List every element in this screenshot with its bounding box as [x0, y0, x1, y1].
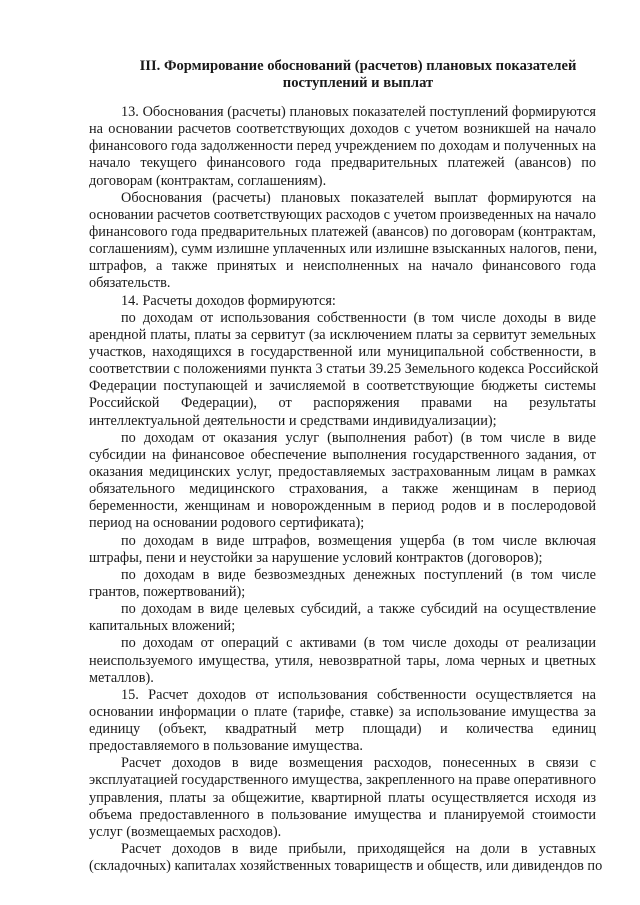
paragraph-line: по доходам в виде штрафов, возмещения ущерба (в том числе включая [121, 532, 596, 549]
paragraph-line: 13. Обоснования (расчеты) плановых показателей поступлений формируются [121, 104, 596, 120]
paragraph [89, 190, 596, 293]
paragraph-line: финансового года предварительных платежей (авансов) по договорам (контрактам, [89, 223, 596, 240]
paragraph-line: Обоснования (расчеты) плановых показателей выплат формируются на [121, 189, 596, 206]
section-heading [118, 58, 598, 92]
paragraph-line: начало текущего финансового года предварительных платежей (авансов) по [89, 155, 596, 172]
paragraph-line: соответствии с положениями пункта 3 статьи 39.25 Земельного кодекса Российской [89, 361, 599, 378]
paragraph [89, 309, 599, 430]
paragraph-line: по доходам от оказания услуг (выполнения работ) (в том числе в виде [121, 429, 596, 446]
paragraph-line: капитальных вложений; [89, 618, 236, 635]
paragraph-line: договорам (контрактам, соглашениям). [89, 172, 327, 189]
paragraph-line: по доходам в виде безвозмездных денежных поступлений (в том числе [121, 566, 596, 583]
paragraph-line: предоставляемого в пользование имущества. [89, 738, 363, 755]
paragraph [89, 601, 596, 635]
paragraph-line: основании информации о плате (тарифе, ставке) за использование имущества за [89, 703, 596, 720]
paragraph [89, 567, 596, 601]
paragraph-line: Федерации поступающей и зачисляемой в соответствующие бюджеты системы [89, 378, 596, 395]
paragraph-line: участков, находящихся в государственной или муниципальной собственности, в [89, 343, 596, 360]
paragraph [89, 635, 596, 686]
paragraph-line: субсидии на финансовое обеспечение выполнения государственного задания, от [89, 446, 596, 463]
paragraph-line: период на основании родового сертификата); [89, 515, 365, 532]
paragraph-line: по доходам от использования собственности (в том числе доходы в виде [121, 309, 596, 326]
paragraph-line: 15. Расчет доходов от использования собственности осуществляется на [121, 686, 596, 703]
section-heading-line-2: поступлений и выплат [282, 75, 434, 91]
paragraph-line: услуг (возмещаемых расходов). [89, 823, 282, 840]
paragraph [89, 841, 603, 875]
paragraph-line: объема предоставленного в пользование имущества и планируемой стоимости [89, 806, 596, 823]
paragraph-line: единицу (объект, квадратный метр площади) и количества единиц [89, 721, 596, 738]
paragraph-line: штрафов, а также принятых и неисполненных на начало финансового года [89, 258, 596, 275]
paragraph-line: беременности, женщинам и новорожденным в период родов и в послеродовой [89, 498, 596, 515]
paragraph [89, 293, 596, 310]
paragraph-line: обязательств. [89, 275, 171, 292]
paragraph-line: (складочных) капиталах хозяйственных товариществ и обществ, или дивидендов по [89, 858, 603, 875]
paragraph-line: Российской Федерации), от распоряжения правами на результаты [89, 395, 596, 412]
document-body [89, 104, 603, 875]
paragraph [89, 104, 596, 190]
paragraph-line: основании расчетов соответствующих расходов с учетом произведенных на начало [89, 206, 597, 223]
paragraph-line: 14. Расчеты доходов формируются: [121, 292, 336, 309]
paragraph-line: штрафы, пени и неустойки за нарушение условий контрактов (договоров); [89, 549, 543, 566]
paragraph-line: управления, платы за общежитие, квартирной платы осуществляется исходя из [89, 789, 596, 806]
paragraph-line: интеллектуальной деятельности и средствами индивидуализации); [89, 412, 497, 429]
paragraph-line: грантов, пожертвований); [89, 583, 246, 600]
section-heading-line-1: III. Формирование обоснований (расчетов) плановых показателей [139, 58, 577, 74]
paragraph-line: Расчет доходов в виде возмещения расходов, понесенных в связи с [121, 755, 596, 772]
paragraph [89, 687, 596, 756]
paragraph-line: металлов). [89, 669, 154, 686]
paragraph-line: арендной платы, платы за сервитут (за исключением платы за сервитут земельных [89, 326, 596, 343]
paragraph [89, 430, 596, 533]
paragraph [89, 755, 596, 841]
paragraph-line: оказания медицинских услуг, предоставляемых застрахованным лицам в рамках [89, 463, 596, 480]
paragraph [89, 533, 596, 567]
paragraph-line: по доходам в виде целевых субсидий, а также субсидий на осуществление [121, 601, 596, 618]
paragraph-line: Расчет доходов в виде прибыли, приходящейся на доли в уставных [121, 841, 596, 858]
paragraph-line: по доходам от операций с активами (в том числе доходы от реализации [121, 635, 596, 652]
paragraph-line: неиспользуемого имущества, утиля, невозвратной тары, лома черных и цветных [89, 652, 596, 669]
paragraph-line: финансового года задолженности перед учреждением по доходам и полученных на [89, 138, 596, 155]
paragraph-line: на основании расчетов соответствующих доходов с учетом возникшей на начало [89, 121, 596, 138]
paragraph-line: обязательного медицинского страхования, а также женщинам в период [89, 481, 596, 498]
paragraph-line: эксплуатацией государственного имущества, закрепленного на праве оперативного [89, 772, 597, 789]
paragraph-line: соглашениям), сумм излишне уплаченных или излишне взысканных налогов, пени, [89, 241, 598, 258]
